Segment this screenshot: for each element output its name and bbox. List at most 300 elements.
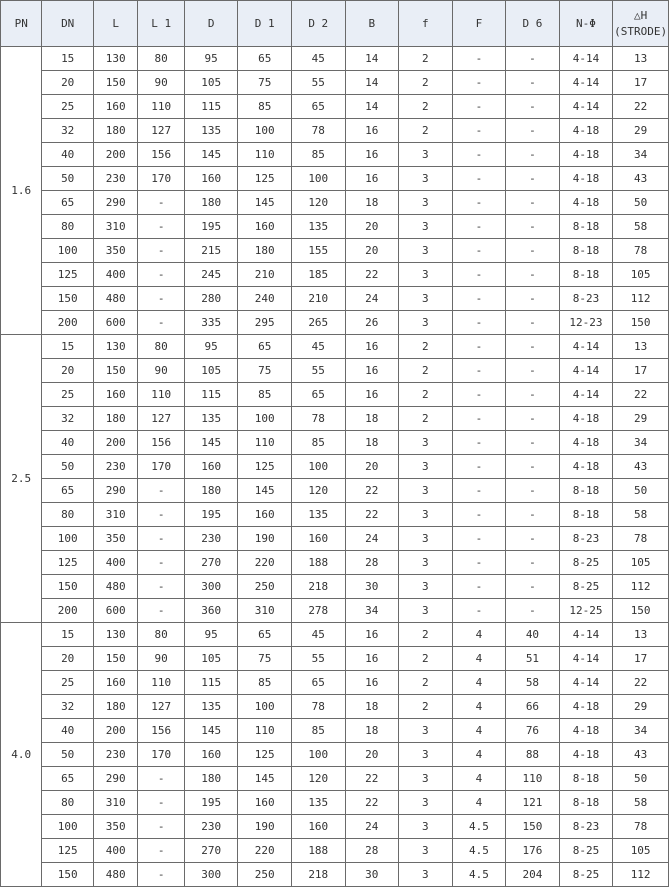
cell-d: 135	[184, 407, 238, 431]
cell-d: 215	[184, 239, 238, 263]
cell-f_big: -	[452, 239, 506, 263]
cell-l1: 170	[138, 743, 184, 767]
cell-l: 350	[93, 815, 137, 839]
cell-dn: 65	[42, 191, 94, 215]
cell-d1: 310	[238, 599, 292, 623]
table-row	[1, 743, 669, 767]
cell-b: 16	[345, 623, 399, 647]
cell-l: 230	[93, 743, 137, 767]
cell-d2: 210	[291, 287, 345, 311]
cell-n_phi: 8-25	[559, 839, 613, 863]
cell-d6: 110	[506, 767, 560, 791]
cell-l: 400	[93, 263, 137, 287]
cell-dn: 125	[42, 551, 94, 575]
cell-f_big: 4	[452, 743, 506, 767]
cell-dn: 15	[42, 335, 94, 359]
cell-d2: 78	[291, 119, 345, 143]
cell-f_big: -	[452, 335, 506, 359]
cell-f_small: 3	[399, 791, 453, 815]
cell-f_small: 3	[399, 503, 453, 527]
cell-l1: 156	[138, 719, 184, 743]
cell-d: 135	[184, 119, 238, 143]
table-row	[1, 383, 669, 407]
cell-f_big: 4.5	[452, 839, 506, 863]
cell-stroke: 112	[613, 575, 669, 599]
table-row	[1, 455, 669, 479]
cell-d1: 65	[238, 47, 292, 71]
cell-l1: 127	[138, 119, 184, 143]
table-row	[1, 335, 669, 359]
cell-l: 350	[93, 527, 137, 551]
cell-dn: 40	[42, 431, 94, 455]
cell-stroke: 43	[613, 455, 669, 479]
cell-f_small: 3	[399, 575, 453, 599]
cell-d: 105	[184, 71, 238, 95]
cell-f_big: -	[452, 71, 506, 95]
cell-d6: 40	[506, 623, 560, 647]
cell-d1: 160	[238, 791, 292, 815]
cell-d1: 100	[238, 407, 292, 431]
cell-d: 95	[184, 623, 238, 647]
cell-d6: -	[506, 575, 560, 599]
column-header-pn	[1, 1, 42, 47]
cell-l: 290	[93, 191, 137, 215]
cell-n_phi: 8-18	[559, 239, 613, 263]
cell-d6: 204	[506, 863, 560, 887]
cell-b: 24	[345, 815, 399, 839]
cell-stroke: 13	[613, 623, 669, 647]
cell-d1: 125	[238, 455, 292, 479]
cell-d1: 210	[238, 263, 292, 287]
cell-dn: 200	[42, 311, 94, 335]
cell-d: 300	[184, 863, 238, 887]
column-header-b	[345, 1, 399, 47]
cell-d: 335	[184, 311, 238, 335]
cell-d6: 58	[506, 671, 560, 695]
cell-b: 28	[345, 551, 399, 575]
cell-d1: 110	[238, 143, 292, 167]
cell-d1: 85	[238, 671, 292, 695]
cell-f_big: 4	[452, 647, 506, 671]
cell-l1: -	[138, 287, 184, 311]
cell-f_big: -	[452, 311, 506, 335]
cell-b: 20	[345, 743, 399, 767]
cell-l1: 170	[138, 167, 184, 191]
table-row	[1, 839, 669, 863]
table-row	[1, 167, 669, 191]
cell-f_big: 4	[452, 695, 506, 719]
cell-d1: 295	[238, 311, 292, 335]
cell-l: 310	[93, 215, 137, 239]
column-header-label: L 1	[151, 16, 172, 30]
cell-l: 230	[93, 455, 137, 479]
table-row	[1, 503, 669, 527]
cell-b: 22	[345, 479, 399, 503]
cell-d2: 218	[291, 575, 345, 599]
cell-f_big: -	[452, 383, 506, 407]
cell-b: 18	[345, 719, 399, 743]
cell-f_big: -	[452, 431, 506, 455]
cell-l: 350	[93, 239, 137, 263]
cell-d: 145	[184, 719, 238, 743]
cell-stroke: 78	[613, 239, 669, 263]
cell-l1: -	[138, 551, 184, 575]
cell-d2: 55	[291, 359, 345, 383]
cell-n_phi: 4-18	[559, 695, 613, 719]
cell-f_small: 2	[399, 335, 453, 359]
cell-d6: 88	[506, 743, 560, 767]
cell-d1: 220	[238, 551, 292, 575]
cell-d: 270	[184, 839, 238, 863]
cell-l: 130	[93, 335, 137, 359]
cell-d: 115	[184, 671, 238, 695]
cell-dn: 100	[42, 527, 94, 551]
cell-d: 195	[184, 215, 238, 239]
cell-d6: 150	[506, 815, 560, 839]
table-row	[1, 287, 669, 311]
cell-n_phi: 8-18	[559, 479, 613, 503]
cell-f_small: 2	[399, 671, 453, 695]
cell-l1: -	[138, 503, 184, 527]
cell-l1: 127	[138, 407, 184, 431]
cell-n_phi: 12-25	[559, 599, 613, 623]
cell-dn: 80	[42, 791, 94, 815]
column-header-d2	[291, 1, 345, 47]
cell-d6: -	[506, 143, 560, 167]
table-row	[1, 647, 669, 671]
cell-l: 200	[93, 719, 137, 743]
cell-dn: 100	[42, 239, 94, 263]
table-row	[1, 71, 669, 95]
table-row	[1, 815, 669, 839]
cell-dn: 32	[42, 119, 94, 143]
cell-n_phi: 4-14	[559, 47, 613, 71]
cell-f_small: 3	[399, 599, 453, 623]
cell-d: 270	[184, 551, 238, 575]
cell-n_phi: 8-23	[559, 815, 613, 839]
table-row	[1, 263, 669, 287]
cell-l1: -	[138, 239, 184, 263]
cell-n_phi: 4-14	[559, 623, 613, 647]
cell-l: 290	[93, 767, 137, 791]
cell-n_phi: 4-18	[559, 431, 613, 455]
column-header-d6	[506, 1, 560, 47]
cell-f_small: 2	[399, 647, 453, 671]
cell-stroke: 43	[613, 167, 669, 191]
cell-b: 22	[345, 263, 399, 287]
cell-b: 18	[345, 431, 399, 455]
cell-f_big: 4	[452, 623, 506, 647]
cell-stroke: 105	[613, 551, 669, 575]
cell-b: 24	[345, 527, 399, 551]
cell-f_big: -	[452, 455, 506, 479]
cell-d2: 100	[291, 455, 345, 479]
cell-d6: -	[506, 431, 560, 455]
cell-d2: 78	[291, 695, 345, 719]
cell-f_big: 4	[452, 791, 506, 815]
cell-b: 20	[345, 455, 399, 479]
cell-d6: -	[506, 119, 560, 143]
cell-d: 360	[184, 599, 238, 623]
cell-d6: -	[506, 335, 560, 359]
pn-group-cell: 1.6	[1, 47, 42, 335]
column-header-label: D 6	[522, 16, 543, 30]
cell-b: 18	[345, 407, 399, 431]
cell-stroke: 105	[613, 263, 669, 287]
table-row	[1, 479, 669, 503]
cell-dn: 150	[42, 575, 94, 599]
cell-l: 180	[93, 119, 137, 143]
cell-l1: 90	[138, 71, 184, 95]
pn-group-cell: 4.0	[1, 623, 42, 887]
cell-f_small: 3	[399, 863, 453, 887]
cell-n_phi: 4-18	[559, 743, 613, 767]
table-row	[1, 311, 669, 335]
cell-b: 22	[345, 503, 399, 527]
cell-d2: 135	[291, 215, 345, 239]
cell-dn: 100	[42, 815, 94, 839]
cell-b: 16	[345, 167, 399, 191]
cell-stroke: 29	[613, 407, 669, 431]
cell-d2: 188	[291, 839, 345, 863]
cell-stroke: 17	[613, 647, 669, 671]
cell-d6: -	[506, 71, 560, 95]
table-row	[1, 119, 669, 143]
cell-b: 14	[345, 95, 399, 119]
cell-d2: 120	[291, 191, 345, 215]
cell-b: 26	[345, 311, 399, 335]
cell-stroke: 150	[613, 311, 669, 335]
cell-d2: 278	[291, 599, 345, 623]
cell-dn: 40	[42, 143, 94, 167]
column-header-l1	[138, 1, 184, 47]
table-row	[1, 671, 669, 695]
cell-stroke: 50	[613, 191, 669, 215]
cell-d2: 265	[291, 311, 345, 335]
cell-d6: -	[506, 167, 560, 191]
cell-n_phi: 8-18	[559, 767, 613, 791]
cell-f_small: 3	[399, 815, 453, 839]
column-header-label: B	[368, 16, 376, 30]
cell-d6: 51	[506, 647, 560, 671]
cell-d1: 250	[238, 575, 292, 599]
cell-stroke: 58	[613, 503, 669, 527]
cell-d2: 160	[291, 815, 345, 839]
cell-d1: 190	[238, 815, 292, 839]
cell-l: 310	[93, 791, 137, 815]
cell-n_phi: 4-18	[559, 407, 613, 431]
cell-f_small: 3	[399, 191, 453, 215]
table-row	[1, 359, 669, 383]
cell-n_phi: 8-18	[559, 215, 613, 239]
table-row	[1, 623, 669, 647]
cell-b: 34	[345, 599, 399, 623]
cell-b: 22	[345, 767, 399, 791]
cell-d: 145	[184, 431, 238, 455]
cell-d2: 65	[291, 383, 345, 407]
cell-n_phi: 4-18	[559, 119, 613, 143]
cell-b: 16	[345, 647, 399, 671]
column-header-n_phi	[559, 1, 613, 47]
cell-d1: 160	[238, 215, 292, 239]
cell-l1: -	[138, 575, 184, 599]
cell-d6: -	[506, 503, 560, 527]
cell-n_phi: 4-18	[559, 167, 613, 191]
cell-d6: -	[506, 287, 560, 311]
cell-n_phi: 4-14	[559, 95, 613, 119]
cell-l1: -	[138, 599, 184, 623]
cell-d2: 135	[291, 503, 345, 527]
column-header-label: D	[207, 16, 215, 30]
cell-b: 16	[345, 671, 399, 695]
column-header-d	[184, 1, 238, 47]
cell-d6: -	[506, 215, 560, 239]
cell-dn: 25	[42, 383, 94, 407]
table-row	[1, 431, 669, 455]
cell-dn: 125	[42, 263, 94, 287]
cell-l1: -	[138, 863, 184, 887]
cell-n_phi: 4-18	[559, 719, 613, 743]
cell-d1: 240	[238, 287, 292, 311]
cell-n_phi: 4-14	[559, 71, 613, 95]
cell-d1: 190	[238, 527, 292, 551]
column-header-label: F	[475, 16, 483, 30]
cell-l: 600	[93, 311, 137, 335]
cell-f_big: -	[452, 551, 506, 575]
cell-b: 16	[345, 335, 399, 359]
cell-l1: 110	[138, 671, 184, 695]
column-header-label: D 2	[308, 16, 329, 30]
cell-d6: -	[506, 599, 560, 623]
cell-l1: -	[138, 215, 184, 239]
cell-d1: 110	[238, 719, 292, 743]
cell-stroke: 13	[613, 47, 669, 71]
cell-f_big: -	[452, 191, 506, 215]
cell-l1: -	[138, 815, 184, 839]
pn-group-cell: 2.5	[1, 335, 42, 623]
cell-f_big: -	[452, 263, 506, 287]
cell-b: 22	[345, 791, 399, 815]
cell-d: 300	[184, 575, 238, 599]
cell-d: 230	[184, 815, 238, 839]
cell-dn: 20	[42, 647, 94, 671]
column-header-label: L	[112, 16, 119, 30]
cell-f_small: 2	[399, 71, 453, 95]
cell-n_phi: 8-23	[559, 527, 613, 551]
table-row	[1, 407, 669, 431]
cell-d2: 45	[291, 623, 345, 647]
cell-f_small: 3	[399, 431, 453, 455]
cell-dn: 40	[42, 719, 94, 743]
column-header-label: PN	[14, 16, 28, 30]
cell-stroke: 13	[613, 335, 669, 359]
cell-f_small: 3	[399, 239, 453, 263]
column-header-label: △H	[634, 8, 648, 22]
cell-f_big: 4.5	[452, 815, 506, 839]
cell-d: 180	[184, 479, 238, 503]
cell-l1: 90	[138, 359, 184, 383]
cell-f_small: 2	[399, 383, 453, 407]
cell-stroke: 58	[613, 791, 669, 815]
cell-d: 95	[184, 47, 238, 71]
cell-dn: 125	[42, 839, 94, 863]
cell-d2: 155	[291, 239, 345, 263]
cell-l: 230	[93, 167, 137, 191]
table-row	[1, 191, 669, 215]
cell-b: 28	[345, 839, 399, 863]
cell-f_big: -	[452, 119, 506, 143]
cell-d6: -	[506, 383, 560, 407]
cell-n_phi: 12-23	[559, 311, 613, 335]
cell-d2: 85	[291, 431, 345, 455]
cell-f_small: 3	[399, 767, 453, 791]
cell-d6: -	[506, 239, 560, 263]
cell-l1: -	[138, 839, 184, 863]
cell-d: 95	[184, 335, 238, 359]
cell-n_phi: 4-14	[559, 383, 613, 407]
cell-l1: 80	[138, 47, 184, 71]
cell-l1: -	[138, 791, 184, 815]
cell-dn: 50	[42, 167, 94, 191]
cell-d6: -	[506, 455, 560, 479]
cell-n_phi: 8-18	[559, 263, 613, 287]
cell-d2: 100	[291, 743, 345, 767]
cell-d6: -	[506, 47, 560, 71]
cell-d1: 85	[238, 95, 292, 119]
cell-dn: 32	[42, 407, 94, 431]
cell-stroke: 150	[613, 599, 669, 623]
cell-n_phi: 8-25	[559, 551, 613, 575]
cell-d1: 85	[238, 383, 292, 407]
cell-f_big: -	[452, 359, 506, 383]
cell-b: 16	[345, 359, 399, 383]
cell-f_big: 4.5	[452, 863, 506, 887]
cell-l1: -	[138, 263, 184, 287]
cell-b: 14	[345, 47, 399, 71]
cell-l: 400	[93, 551, 137, 575]
cell-n_phi: 4-14	[559, 335, 613, 359]
cell-l: 150	[93, 359, 137, 383]
cell-d2: 45	[291, 47, 345, 71]
cell-l: 130	[93, 47, 137, 71]
cell-d2: 85	[291, 719, 345, 743]
cell-d6: 76	[506, 719, 560, 743]
cell-d: 135	[184, 695, 238, 719]
cell-d1: 145	[238, 767, 292, 791]
column-header-sublabel: (STRODE)	[614, 24, 668, 38]
cell-l1: 127	[138, 695, 184, 719]
cell-dn: 80	[42, 503, 94, 527]
cell-d6: -	[506, 551, 560, 575]
cell-dn: 15	[42, 47, 94, 71]
cell-stroke: 17	[613, 71, 669, 95]
cell-d2: 55	[291, 647, 345, 671]
cell-b: 30	[345, 863, 399, 887]
cell-d1: 145	[238, 479, 292, 503]
cell-f_big: -	[452, 143, 506, 167]
cell-f_big: 4	[452, 671, 506, 695]
table-row	[1, 47, 669, 71]
cell-l: 180	[93, 407, 137, 431]
cell-dn: 65	[42, 479, 94, 503]
cell-dn: 200	[42, 599, 94, 623]
cell-l1: 90	[138, 647, 184, 671]
cell-f_big: -	[452, 527, 506, 551]
cell-d2: 120	[291, 767, 345, 791]
cell-d6: -	[506, 359, 560, 383]
cell-n_phi: 4-14	[559, 647, 613, 671]
cell-f_small: 2	[399, 359, 453, 383]
